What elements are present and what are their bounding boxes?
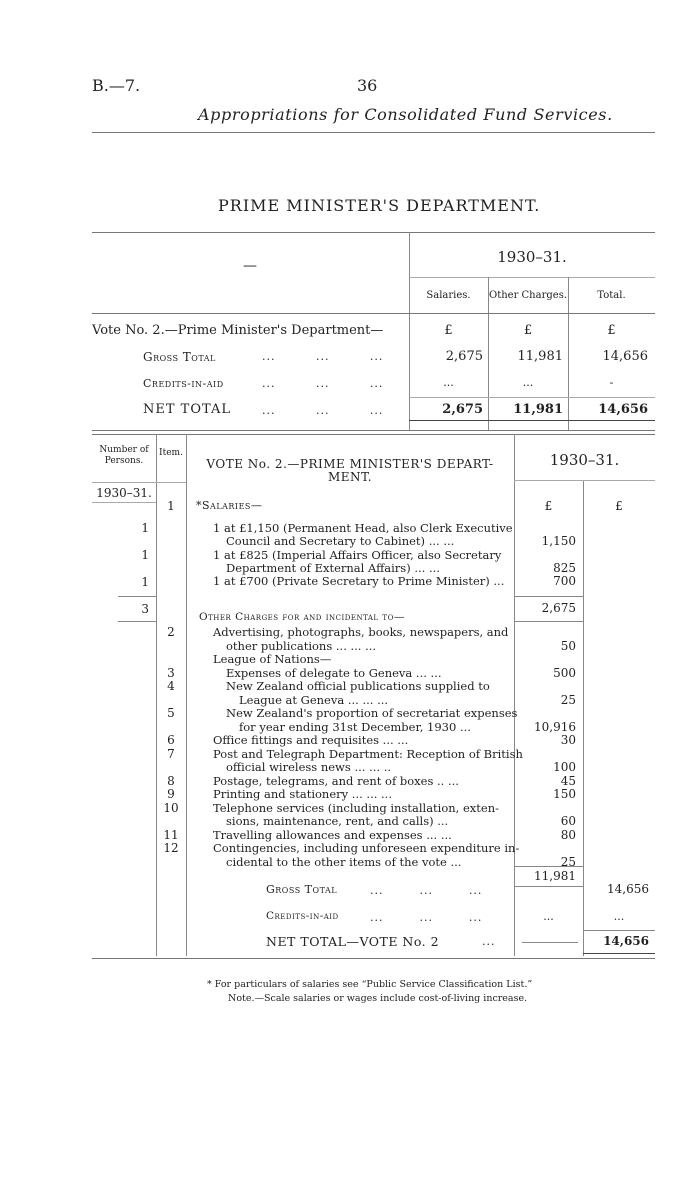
charge-text: cidental to the other items of the vote ... [226, 854, 462, 869]
leader-dots: ... ... ... [262, 404, 384, 417]
document-title: PRIME MINISTER'S DEPARTMENT. [218, 196, 541, 215]
charge-text: other publications ... ... ... [226, 638, 377, 653]
charge-text: for year ending 31st December, 1930 ... [239, 719, 471, 734]
salaries-total: 2,675 [541, 601, 576, 615]
charge-text: Office fittings and requisites ... ... [213, 733, 409, 747]
item-number: 5 [167, 706, 175, 720]
item-number: 10 [163, 800, 179, 815]
page-number: 36 [357, 76, 378, 95]
salary-amount: 700 [553, 574, 576, 588]
column-other-charges: Other Charges. [489, 290, 567, 301]
currency-symbol: £ [607, 323, 616, 338]
charge-amount: 100 [553, 760, 576, 774]
charge-text: Post and Telegraph Department: Reception of British [213, 746, 523, 761]
other-value: ... [522, 376, 534, 389]
summary-year-header: 1930–31. [497, 248, 567, 266]
salary-text: 1 at £1,150 (Permanent Head, also Clerk Executive [213, 521, 513, 535]
row-label: Credits-in-aid [143, 377, 224, 390]
credits-value: ... [613, 910, 625, 923]
vote-label: Vote No. 2.—Prime Minister's Department— [92, 323, 384, 338]
charge-text: League of Nations— [213, 652, 332, 666]
other-value: 11,981 [513, 402, 563, 417]
salaries-value: 2,675 [445, 349, 483, 364]
item-number: 8 [167, 773, 175, 788]
total-label: NET TOTAL—VOTE No. 2 [266, 934, 440, 949]
column-number-of-persons: Number of Persons. [99, 445, 149, 466]
charge-text: New Zealand's proportion of secretariat expenses [226, 706, 518, 720]
item-number: 9 [167, 787, 175, 801]
charge-amount: 60 [560, 814, 576, 828]
header-rule [92, 132, 655, 133]
column-salaries: Salaries. [426, 290, 471, 301]
detail-year-header: 1930–31. [549, 451, 620, 469]
leader-dots: ... ... ... [370, 911, 483, 924]
salaries-value: ... [443, 376, 454, 389]
currency-symbol: £ [523, 323, 533, 338]
total-value: 14,656 [598, 402, 648, 417]
charge-amount: 30 [560, 733, 576, 747]
total-value: 14,656 [603, 934, 649, 948]
persons-count: 1 [141, 575, 149, 589]
charge-text: New Zealand official publications supplied to [226, 679, 490, 693]
leader-dots: ... ... ... [370, 884, 483, 897]
salary-text: Council and Secretary to Cabinet) ... ... [226, 534, 455, 548]
currency-symbol: £ [544, 499, 553, 513]
other-charges-heading: Other Charges for and incidental to— [199, 611, 405, 623]
vote-heading-cont: MENT. [327, 470, 373, 484]
charge-text: sions, maintenance, rent, and calls) ... [226, 814, 449, 828]
total-label: Credits-in-aid [266, 910, 339, 922]
other-charges-total: 11,981 [534, 869, 576, 883]
leader-dots: ... ... ... [262, 377, 384, 390]
total-value: 14,656 [607, 882, 649, 896]
page-reference: B.—7. [92, 76, 141, 95]
footnote-scale: Note.—Scale salaries or wages include cost-of-living increase. [228, 993, 528, 1004]
column-total: Total. [597, 290, 626, 301]
charge-amount: 25 [560, 854, 576, 869]
summary-dash: — [243, 258, 257, 274]
persons-count: 1 [141, 548, 149, 562]
salary-text: 1 at £825 (Imperial Affairs Officer, also Secretary [213, 548, 502, 562]
item-number: 2 [167, 625, 175, 639]
currency-symbol: £ [615, 499, 623, 513]
row-label: NET TOTAL [143, 402, 231, 417]
persons-count: 1 [141, 521, 149, 535]
charge-amount: 50 [560, 638, 576, 653]
charge-text: Postage, telegrams, and rent of boxes .. ... [213, 773, 459, 788]
persons-year: 1930–31. [96, 486, 152, 500]
item-number: 11 [163, 827, 179, 842]
other-value: 11,981 [517, 349, 563, 364]
charge-text: Contingencies, including unforeseen expenditure in- [213, 841, 520, 855]
salaries-value: 2,675 [442, 402, 483, 417]
item-number: 3 [167, 665, 175, 680]
charge-amount: 25 [560, 692, 576, 707]
salary-text: 1 at £700 (Private Secretary to Prime Minister) ... [213, 574, 505, 588]
column-item: Item. [159, 448, 183, 458]
charge-amount: 150 [553, 787, 576, 801]
row-label: Gross Total [143, 350, 216, 364]
charge-text: Travelling allowances and expenses ... ... [213, 827, 452, 842]
charge-text: official wireless news ... ... .. [226, 760, 392, 774]
total-value: 14,656 [602, 349, 648, 364]
item-number: 6 [167, 733, 175, 747]
salary-amount: 825 [553, 561, 576, 575]
vote-heading: VOTE No. 2.—PRIME MINISTER'S DEPART- [206, 457, 494, 471]
persons-total: 3 [141, 602, 149, 616]
charge-amount: 45 [560, 773, 576, 788]
credits-value: ... [543, 910, 554, 923]
item-number: 1 [167, 499, 175, 513]
total-label: Gross Total [266, 883, 338, 896]
charge-text: League at Geneva ... ... ... [239, 692, 389, 707]
charge-text: Telephone services (including installation, exten- [213, 800, 499, 815]
total-value: - [609, 376, 614, 389]
charge-amount: 80 [560, 827, 576, 842]
page-subtitle: Appropriations for Consolidated Fund Services. [198, 105, 613, 124]
leader-dots: ... [482, 935, 496, 948]
item-number: 7 [167, 746, 175, 761]
charge-text: Printing and stationery ... ... ... [213, 787, 392, 801]
footnote-salaries: * For particulars of salaries see “Public Service Classification List.” [207, 979, 533, 990]
salaries-heading: *Salaries— [196, 499, 263, 512]
charge-text: Advertising, photographs, books, newspapers, and [213, 625, 509, 639]
salary-text: Department of External Affairs) ... ... [226, 561, 440, 575]
leader-dots: ... ... ... [262, 350, 384, 363]
charge-amount: 500 [553, 665, 576, 680]
charge-text: Expenses of delegate to Geneva ... ... [226, 665, 442, 680]
item-number: 4 [167, 679, 175, 693]
currency-symbol: £ [444, 323, 453, 338]
salary-amount: 1,150 [541, 534, 576, 548]
item-number: 12 [163, 841, 179, 855]
charge-amount: 10,916 [534, 719, 576, 734]
